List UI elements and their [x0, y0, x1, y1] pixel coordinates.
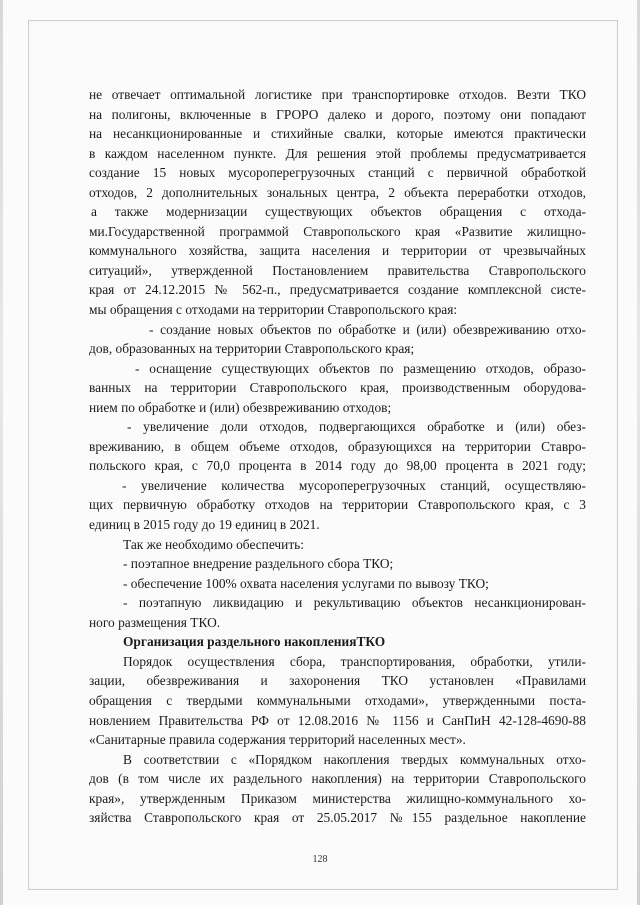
- text-line: Порядок осуществления сбора, транспортирования, обработки, утили-: [123, 653, 586, 669]
- text-line: единиц в 2015 году до 19 единиц в 2021.: [89, 517, 320, 533]
- section-heading: Организация раздельного накопленияТКО: [123, 634, 386, 650]
- text-line: не отвечает оптимальной логистике при транспортировке отходов. Везти ТКО: [89, 87, 586, 102]
- text-line: на несанкционированные и стихийные свалки, которые имеются практически: [89, 126, 586, 142]
- text-line: в каждом населенном пункте. Для решения этой проблемы предусматривается: [89, 145, 586, 161]
- text-line: В соответствии с «Порядком накопления твердых коммунальных отхо-: [123, 751, 586, 767]
- list-item: - увеличение количества мусороперегрузочных станций, осуществляю-: [122, 477, 586, 493]
- text-line: дов (в том числе их раздельного накопления) на территории Ставропольского: [89, 771, 586, 787]
- text-line: отходов, 2 дополнительных зональных центра, 2 объекта переработки отходов,: [89, 184, 586, 200]
- text-line: ситуаций», утвержденной Постановлением правительства Ставропольского: [89, 262, 586, 278]
- text-line: мы обращения с отходами на территории Ставропольского края:: [89, 302, 458, 318]
- scan-edge-left: [0, 0, 3, 905]
- text-line: ного размещения ТКО.: [89, 614, 221, 630]
- text-line: вреживанию, в общем объеме отходов, образующихся на территории Ставро-: [89, 438, 586, 454]
- text-line: края от 24.12.2015 № 562-п., предусматривается создание комплексной систе-: [89, 282, 586, 298]
- text-line: «Санитарные правила содержания территорий населенных мест».: [89, 732, 466, 748]
- list-item: - создание новых объектов по обработке и (или) обезвреживанию отхо-: [149, 321, 586, 337]
- text-line: дов, образованных на территории Ставропольского края;: [89, 341, 415, 357]
- list-item: - оснащение существующих объектов по размещению отходов, образо-: [135, 360, 586, 376]
- list-item: - поэтапную ликвидацию и рекультивацию объектов несанкционирован-: [123, 595, 586, 611]
- list-item: - поэтапное внедрение раздельного сбора ТКО;: [123, 556, 394, 572]
- text-line: щих первичную обработку отходов на территории Ставропольского края, с 3: [89, 497, 586, 513]
- list-item: - обеспечение 100% охвата населения услугами по вывозу ТКО;: [123, 575, 489, 591]
- text-line: ми.Государственной программой Ставропольского края «Развитие жилищно-: [89, 223, 586, 239]
- text-line: нием по обработке и (или) обезвреживанию отходов;: [89, 399, 392, 415]
- text-line: Так же необходимо обеспечить:: [123, 536, 305, 552]
- body-text: [89, 85, 586, 828]
- text-line: создание 15 новых мусороперегрузочных станций с первичной обработкой: [89, 165, 586, 181]
- list-item: - увеличение доли отходов, подвергающихся обработке и (или) обез-: [127, 419, 586, 435]
- text-line: на полигоны, включенные в ГРОРО далеко и дорого, поэтому они попадают: [89, 106, 586, 122]
- text-line: новлением Правительства РФ от 12.08.2016 № 1156 и СанПиН 42-128-4690-88: [89, 712, 586, 728]
- text-line: зяйства Ставропольского края от 25.05.2017 №155 раздельное накопление: [89, 810, 586, 826]
- text-line: обращения с твердыми коммунальными отходами», утвержденными поста-: [89, 692, 586, 708]
- page-number: 128: [312, 854, 328, 865]
- text-line: коммунального хозяйства, защита населения и территории от чрезвычайных: [89, 243, 586, 259]
- text-line: польского края, с 70,0 процента в 2014 году до 98,00 процента в 2021 году;: [89, 458, 586, 474]
- text-line: ванных на территории Ставропольского края, производственным оборудова-: [89, 380, 586, 396]
- text-line: а также модернизации существующих объектов обращения с отхода-: [91, 204, 586, 220]
- text-line: зации, обезвреживания и захоронения ТКО установлен «Правилами: [89, 673, 586, 689]
- text-line: края», утвержденным Приказом министерства жилищно-коммунального хо-: [89, 790, 586, 806]
